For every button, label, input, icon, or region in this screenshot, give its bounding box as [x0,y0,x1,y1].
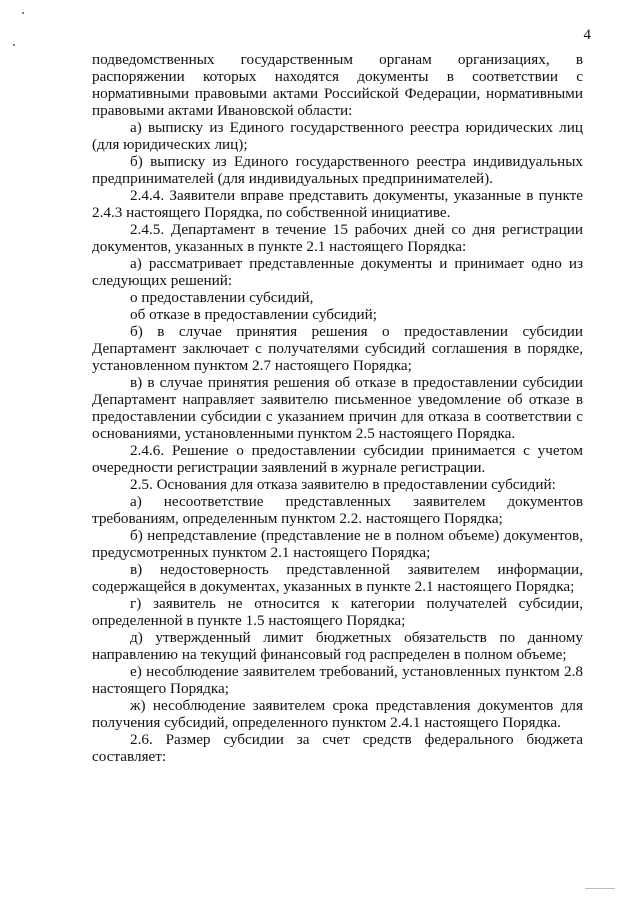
scan-speck [22,12,24,14]
paragraph: а) несоответствие представленных заявителем документов требованиям, определенным пунктом 2.2. настоящего Порядка; [92,493,583,527]
paragraph: в) в случае принятия решения об отказе в предоставлении субсидии Департамент направляет заявителю письменное уведомление об отказе в предоставлении субсидии с указанием причин для отказа в соответствии с основаниями, установленными пунктом 2.5 настоящего Порядка. [92,374,583,442]
paragraph: б) непредставление (представление не в полном объеме) документов, предусмотренных пунктом 2.1 настоящего Порядка; [92,527,583,561]
paragraph: 2.4.5. Департамент в течение 15 рабочих дней со дня регистрации документов, указанных в пункте 2.1 настоящего Порядка: [92,221,583,255]
paragraph: а) выписку из Единого государственного реестра юридических лиц (для юридических лиц); [92,119,583,153]
paragraph: 2.4.6. Решение о предоставлении субсидии принимается с учетом очередности регистрации заявлений в журнале регистрации. [92,442,583,476]
paragraph: е) несоблюдение заявителем требований, установленных пунктом 2.8 настоящего Порядка; [92,663,583,697]
scan-speck [585,888,615,889]
scan-speck [13,44,15,46]
paragraph: г) заявитель не относится к категории получателей субсидии, определенной в пункте 1.5 настоящего Порядка; [92,595,583,629]
paragraph: 2.5. Основания для отказа заявителю в предоставлении субсидий: [130,476,556,493]
document-body [92,51,583,765]
paragraph: 2.6. Размер субсидии за счет средств федерального бюджета составляет: [92,731,583,765]
paragraph: 2.4.4. Заявители вправе представить документы, указанные в пункте 2.4.3 настоящего Порядка, по собственной инициативе. [92,187,583,221]
paragraph: б) выписку из Единого государственного реестра индивидуальных предпринимателей (для индивидуальных предпринимателей). [92,153,583,187]
paragraph: б) в случае принятия решения о предоставлении субсидии Департамент заключает с получателями субсидий соглашения в порядке, установленном пунктом 2.7 настоящего Порядка; [92,323,583,374]
paragraph: об отказе в предоставлении субсидий; [130,306,378,323]
paragraph: о предоставлении субсидий, [130,289,314,306]
page-number: 4 [583,27,591,43]
paragraph: подведомственных государственным органам организациях, в распоряжении которых находятся документы в соответствии с нормативными правовыми актами Российской Федерации, нормативными правовыми актами Ивановской области: [92,51,583,119]
paragraph: д) утвержденный лимит бюджетных обязательств по данному направлению на текущий финансовый год распределен в полном объеме; [92,629,583,663]
paragraph: в) недостоверность представленной заявителем информации, содержащейся в документах, указанных в пункте 2.1 настоящего Порядка; [92,561,583,595]
paragraph: ж) несоблюдение заявителем срока представления документов для получения субсидий, определенного пунктом 2.4.1 настоящего Порядка. [92,697,583,731]
paragraph: а) рассматривает представленные документы и принимает одно из следующих решений: [92,255,583,289]
